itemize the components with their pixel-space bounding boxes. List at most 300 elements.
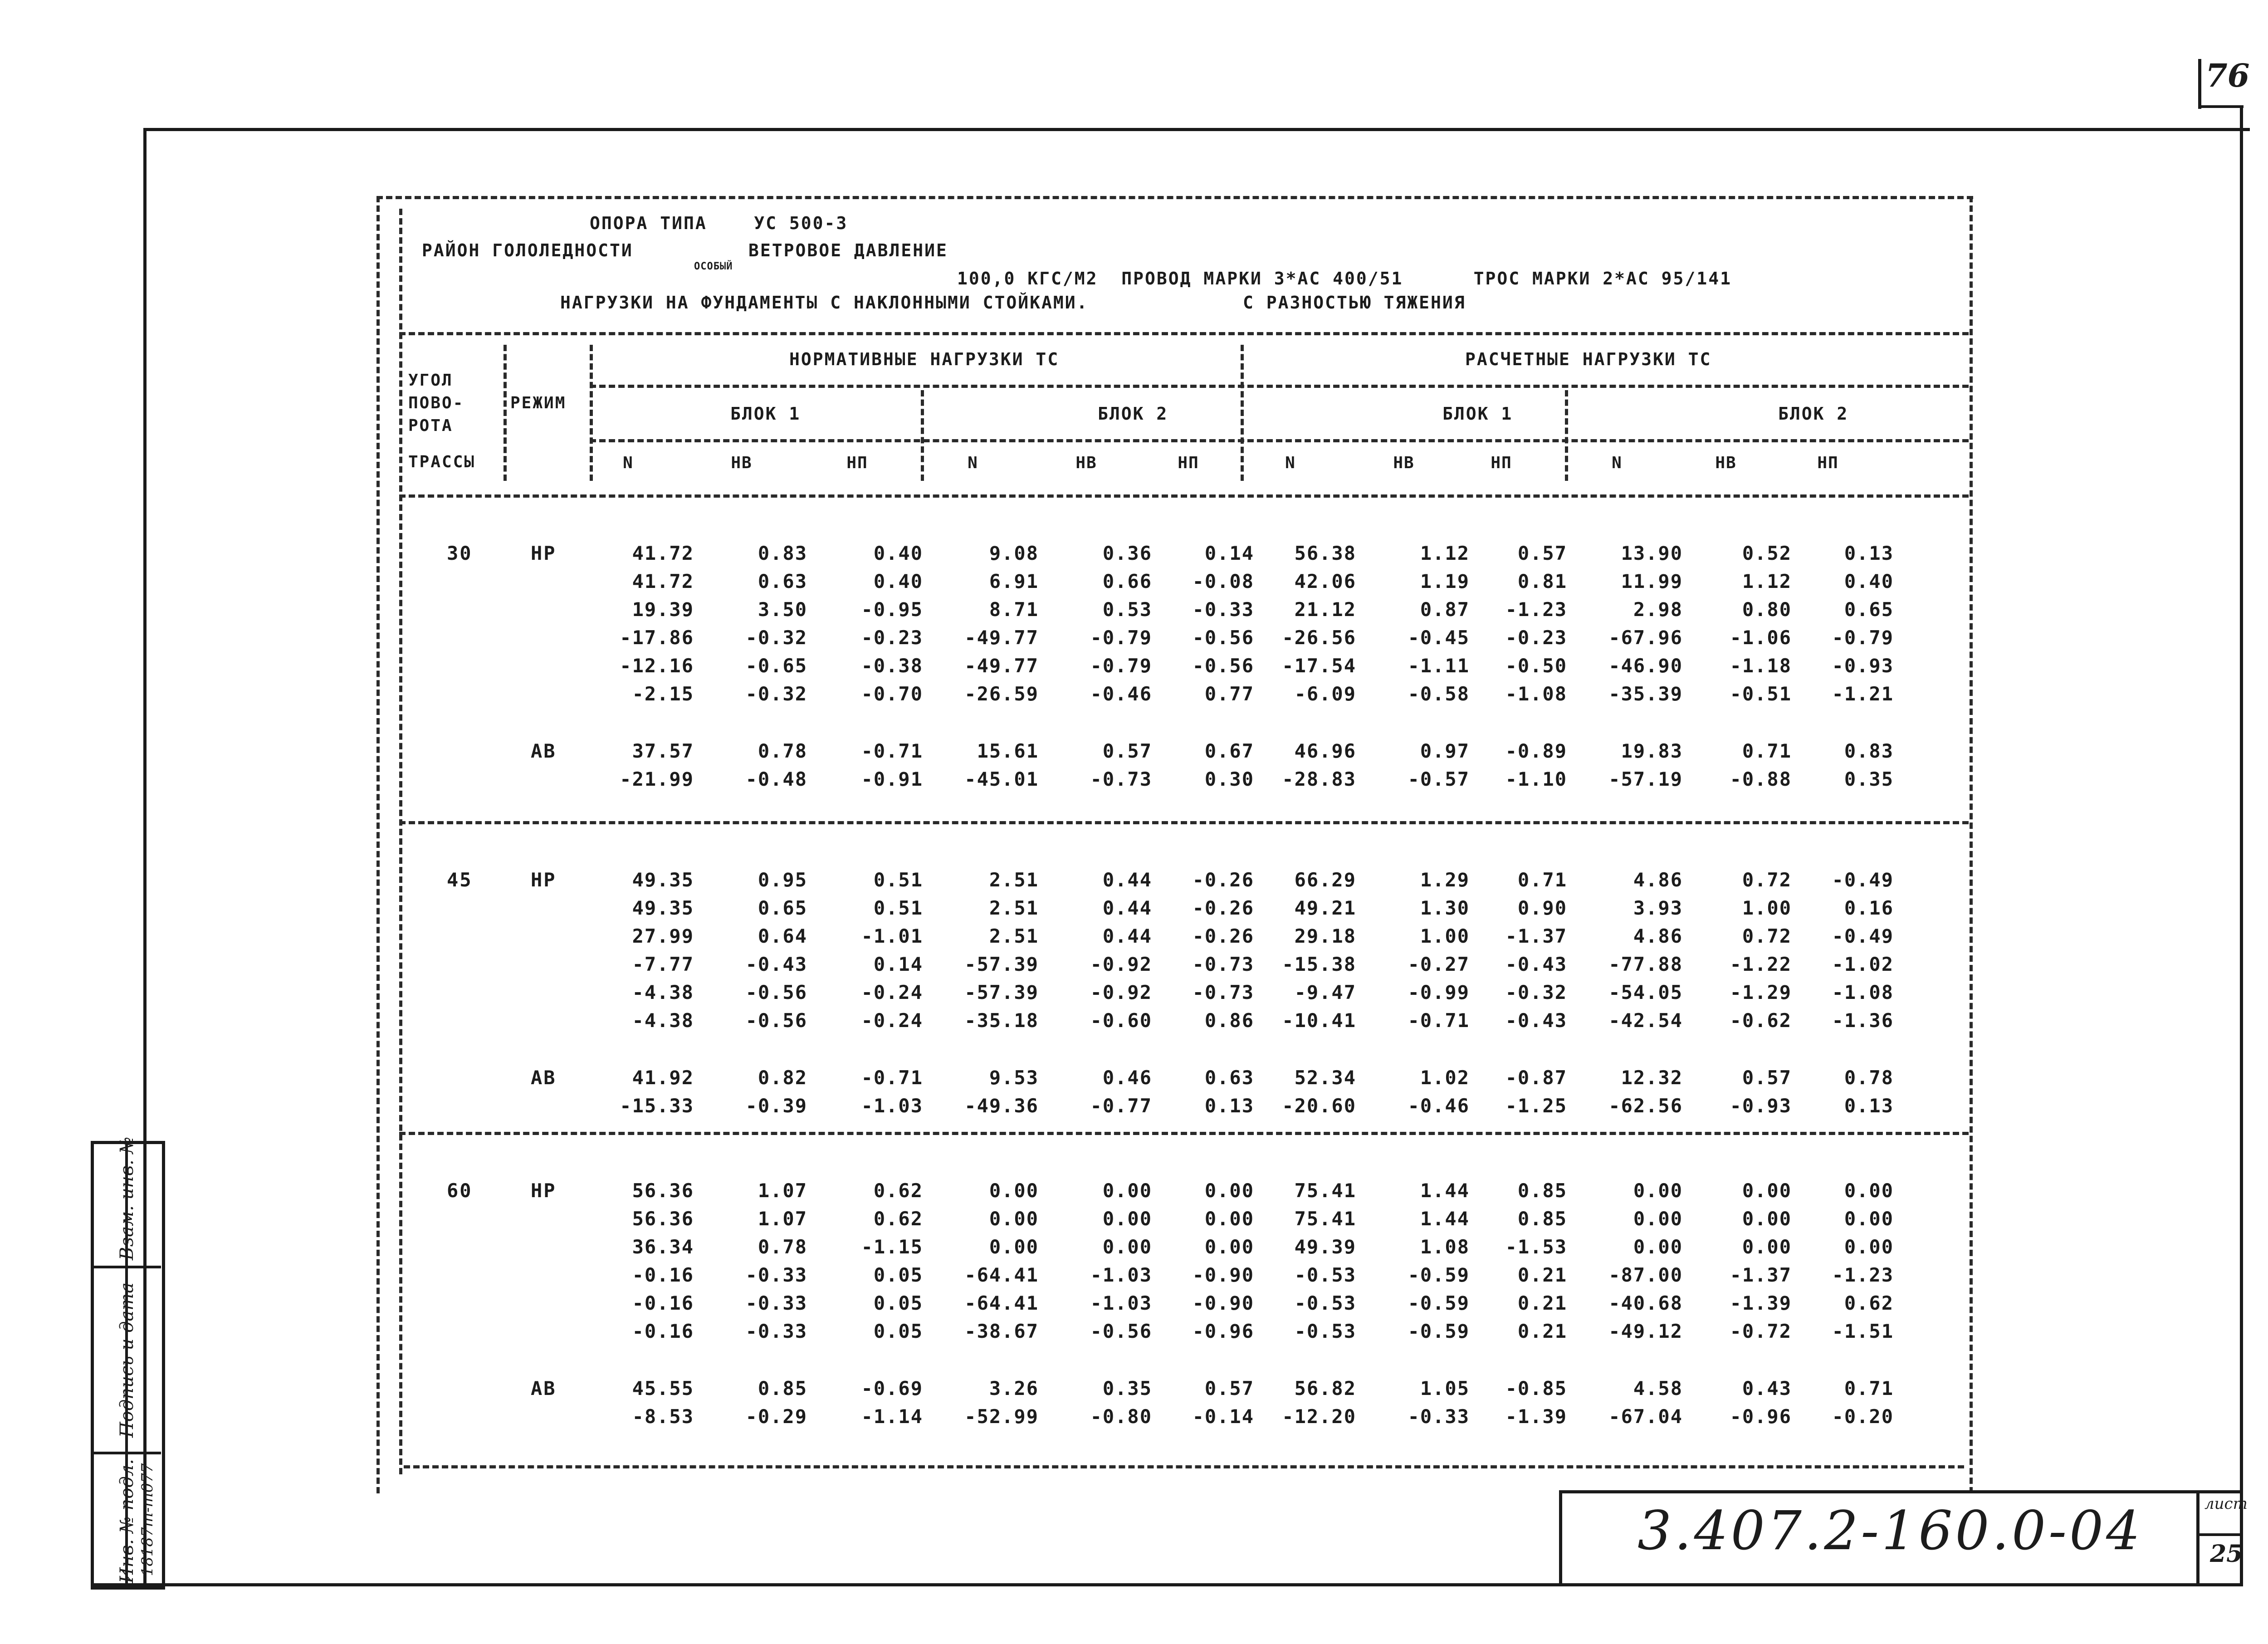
- load-value: 0.95: [758, 869, 807, 891]
- load-value: 19.39: [632, 598, 694, 621]
- load-value: -0.56: [745, 1009, 807, 1032]
- load-value: 8.71: [989, 598, 1039, 621]
- load-value: -15.33: [620, 1095, 694, 1117]
- table-header-mid1: [590, 385, 1969, 388]
- angle-value: 45: [447, 869, 473, 891]
- load-value: -35.39: [1608, 683, 1683, 705]
- load-value: 0.78: [758, 740, 807, 762]
- load-value: -0.73: [1192, 981, 1254, 1003]
- mode-value: АВ: [531, 740, 557, 762]
- load-value: 0.00: [1633, 1236, 1683, 1258]
- load-value: 36.34: [632, 1236, 694, 1258]
- load-value: 0.77: [1204, 683, 1254, 705]
- load-value: -0.65: [745, 655, 807, 677]
- load-value: -0.79: [1090, 655, 1152, 677]
- load-value: -15.38: [1282, 953, 1356, 975]
- header-line1: ОПОРА ТИПА УС 500-3: [590, 213, 848, 233]
- load-value: -0.33: [745, 1264, 807, 1286]
- load-value: 0.52: [1742, 542, 1792, 564]
- load-value: 2.51: [989, 925, 1039, 947]
- load-value: -0.24: [861, 981, 923, 1003]
- printout-right-border: [1970, 196, 1973, 1493]
- mode-value: НР: [531, 542, 557, 564]
- load-value: -0.58: [1408, 683, 1470, 705]
- load-value: 1.30: [1420, 897, 1470, 919]
- load-value: -10.41: [1282, 1009, 1356, 1032]
- load-value: 0.85: [1517, 1208, 1567, 1230]
- load-value: 0.14: [1204, 542, 1254, 564]
- load-value: 21.12: [1294, 598, 1356, 621]
- load-value: -0.23: [1505, 626, 1567, 649]
- load-value: 0.85: [1517, 1179, 1567, 1202]
- load-value: -1.39: [1730, 1292, 1792, 1314]
- load-value: 0.21: [1517, 1292, 1567, 1314]
- load-value: -0.48: [745, 768, 807, 790]
- load-value: -0.39: [745, 1095, 807, 1117]
- sub-column-header: НВ: [1075, 454, 1097, 472]
- load-value: -0.46: [1408, 1095, 1470, 1117]
- load-value: 0.35: [1844, 768, 1894, 790]
- design-block2: БЛОК 2: [1778, 404, 1849, 424]
- load-value: -7.77: [632, 953, 694, 975]
- load-value: 49.35: [632, 869, 694, 891]
- load-value: 15.61: [977, 740, 1039, 762]
- frame-top-line: [145, 128, 2250, 131]
- load-value: -26.59: [964, 683, 1039, 705]
- load-value: -64.41: [964, 1292, 1039, 1314]
- load-value: -0.79: [1832, 626, 1894, 649]
- load-value: 0.78: [758, 1236, 807, 1258]
- load-value: 42.06: [1294, 570, 1356, 592]
- mode-value: АВ: [531, 1067, 557, 1089]
- load-value: -2.15: [632, 683, 694, 705]
- load-value: 0.00: [1102, 1179, 1152, 1202]
- load-value: 13.90: [1621, 542, 1683, 564]
- load-value: -0.45: [1408, 626, 1470, 649]
- load-value: -0.60: [1090, 1009, 1152, 1032]
- frame-right-line: [2240, 105, 2243, 1586]
- load-value: -49.12: [1608, 1320, 1683, 1342]
- load-value: 56.82: [1294, 1377, 1356, 1399]
- load-value: -0.43: [745, 953, 807, 975]
- side-stamp-div1: [91, 1266, 161, 1268]
- load-value: 0.67: [1204, 740, 1254, 762]
- load-value: 0.63: [758, 570, 807, 592]
- header-line3: 100,0 КГС/М2 ПРОВОД МАРКИ 3*АС 400/51 ТРОС МАРКИ 2*АС 95/141: [957, 269, 1732, 289]
- load-value: -64.41: [964, 1264, 1039, 1286]
- load-value: 1.00: [1420, 925, 1470, 947]
- load-value: 1.44: [1420, 1179, 1470, 1202]
- sub-column-header: НП: [846, 454, 868, 472]
- load-value: -42.54: [1608, 1009, 1683, 1032]
- load-value: 0.21: [1517, 1320, 1567, 1342]
- load-value: 0.51: [873, 897, 923, 919]
- load-value: -1.22: [1730, 953, 1792, 975]
- page-number-rule: [2198, 59, 2201, 109]
- load-value: 0.00: [1633, 1208, 1683, 1230]
- table-header-sep-angle: [503, 345, 507, 481]
- load-value: 0.00: [989, 1179, 1039, 1202]
- load-value: -0.96: [1730, 1405, 1792, 1428]
- load-value: 0.00: [1742, 1208, 1792, 1230]
- load-value: 0.62: [873, 1208, 923, 1230]
- table-header-top: [399, 332, 1969, 335]
- printout-left-border: [376, 196, 380, 1493]
- load-value: -0.46: [1090, 683, 1152, 705]
- load-value: 1.29: [1420, 869, 1470, 891]
- side-stamp-field1: Инв. № подл.: [117, 1459, 137, 1583]
- load-value: -1.03: [1090, 1264, 1152, 1286]
- load-value: -0.38: [861, 655, 923, 677]
- load-value: -0.53: [1294, 1264, 1356, 1286]
- sub-column-header: N: [623, 454, 634, 472]
- load-value: -0.92: [1090, 981, 1152, 1003]
- load-value: 2.51: [989, 869, 1039, 891]
- load-value: -35.18: [964, 1009, 1039, 1032]
- load-value: 0.36: [1102, 542, 1152, 564]
- load-value: 45.55: [632, 1377, 694, 1399]
- printout-bottom-border: [404, 1465, 1964, 1468]
- load-value: -0.96: [1192, 1320, 1254, 1342]
- load-value: 0.00: [1204, 1179, 1254, 1202]
- load-value: -1.08: [1505, 683, 1567, 705]
- load-value: -0.56: [1192, 626, 1254, 649]
- col-angle-line2: ПОВО-: [408, 394, 464, 412]
- load-value: -21.99: [620, 768, 694, 790]
- load-value: -46.90: [1608, 655, 1683, 677]
- load-value: 0.57: [1204, 1377, 1254, 1399]
- load-value: 0.00: [1844, 1236, 1894, 1258]
- load-value: 0.43: [1742, 1377, 1792, 1399]
- load-value: -0.73: [1192, 953, 1254, 975]
- load-value: 4.86: [1633, 925, 1683, 947]
- load-value: -0.95: [861, 598, 923, 621]
- load-value: -1.21: [1832, 683, 1894, 705]
- sub-column-header: НП: [1178, 454, 1199, 472]
- load-value: 0.72: [1742, 925, 1792, 947]
- load-value: 0.65: [758, 897, 807, 919]
- load-value: -0.26: [1192, 897, 1254, 919]
- load-value: 0.71: [1742, 740, 1792, 762]
- load-value: -17.54: [1282, 655, 1356, 677]
- load-value: -0.62: [1730, 1009, 1792, 1032]
- load-value: -0.14: [1192, 1405, 1254, 1428]
- page-number: 76: [2205, 57, 2250, 94]
- load-value: -0.87: [1505, 1067, 1567, 1089]
- title-block-divider: [2196, 1490, 2200, 1585]
- load-value: 0.00: [1633, 1179, 1683, 1202]
- load-value: -0.29: [745, 1405, 807, 1428]
- load-value: 27.99: [632, 925, 694, 947]
- load-value: 1.08: [1420, 1236, 1470, 1258]
- load-value: -1.25: [1505, 1095, 1567, 1117]
- load-value: -12.20: [1282, 1405, 1356, 1428]
- load-value: -57.39: [964, 981, 1039, 1003]
- load-value: -0.91: [861, 768, 923, 790]
- load-value: -0.70: [861, 683, 923, 705]
- printout-inner-left-border: [399, 209, 402, 1474]
- load-value: 0.87: [1420, 598, 1470, 621]
- load-value: 0.44: [1102, 925, 1152, 947]
- load-value: -0.26: [1192, 925, 1254, 947]
- load-value: -1.23: [1505, 598, 1567, 621]
- load-value: 0.14: [873, 953, 923, 975]
- load-value: -0.43: [1505, 1009, 1567, 1032]
- load-value: -0.80: [1090, 1405, 1152, 1428]
- load-value: 0.40: [1844, 570, 1894, 592]
- load-value: 49.39: [1294, 1236, 1356, 1258]
- load-value: 41.92: [632, 1067, 694, 1089]
- load-value: -1.18: [1730, 655, 1792, 677]
- load-value: 0.83: [1844, 740, 1894, 762]
- sub-column-header: НП: [1817, 454, 1839, 472]
- load-value: -54.05: [1608, 981, 1683, 1003]
- load-value: 19.83: [1621, 740, 1683, 762]
- load-value: -17.86: [620, 626, 694, 649]
- load-value: -0.51: [1730, 683, 1792, 705]
- sub-column-header: N: [1612, 454, 1623, 472]
- load-value: 0.13: [1844, 1095, 1894, 1117]
- load-value: 4.58: [1633, 1377, 1683, 1399]
- load-value: -0.32: [745, 626, 807, 649]
- load-value: 49.35: [632, 897, 694, 919]
- load-value: -0.50: [1505, 655, 1567, 677]
- load-value: -45.01: [964, 768, 1039, 790]
- load-value: 3.26: [989, 1377, 1039, 1399]
- load-value: -0.33: [1408, 1405, 1470, 1428]
- load-value: -1.37: [1505, 925, 1567, 947]
- load-value: 0.05: [873, 1292, 923, 1314]
- load-value: 1.12: [1420, 542, 1470, 564]
- angle-value: 60: [447, 1179, 473, 1202]
- load-value: 0.00: [1204, 1236, 1254, 1258]
- mode-value: НР: [531, 1179, 557, 1202]
- load-value: 1.02: [1420, 1067, 1470, 1089]
- title-block-top: [1560, 1490, 2243, 1493]
- load-value: -0.73: [1090, 768, 1152, 790]
- load-value: -1.01: [861, 925, 923, 947]
- angle-value: 30: [447, 542, 473, 564]
- load-value: 0.00: [1102, 1236, 1152, 1258]
- load-value: 0.90: [1517, 897, 1567, 919]
- normative-block2: БЛОК 2: [1098, 404, 1168, 424]
- table-header-sep-norm-design: [1241, 345, 1244, 481]
- load-value: 0.57: [1742, 1067, 1792, 1089]
- load-value: 0.05: [873, 1320, 923, 1342]
- load-value: 46.96: [1294, 740, 1356, 762]
- load-value: 0.00: [1742, 1179, 1792, 1202]
- load-value: 0.72: [1742, 869, 1792, 891]
- load-value: 0.85: [758, 1377, 807, 1399]
- sub-column-header: НВ: [1715, 454, 1737, 472]
- title-block-sheet-divider: [2196, 1533, 2242, 1536]
- section-separator: [399, 821, 1969, 824]
- load-value: -0.77: [1090, 1095, 1152, 1117]
- load-value: -49.77: [964, 655, 1039, 677]
- load-value: 0.81: [1517, 570, 1567, 592]
- load-value: 0.35: [1102, 1377, 1152, 1399]
- table-header-mid2: [590, 439, 1969, 442]
- load-value: -87.00: [1608, 1264, 1683, 1286]
- load-value: -1.36: [1832, 1009, 1894, 1032]
- load-value: -0.69: [861, 1377, 923, 1399]
- load-value: 0.00: [1204, 1208, 1254, 1230]
- load-value: 11.99: [1621, 570, 1683, 592]
- load-value: 41.72: [632, 542, 694, 564]
- load-value: -6.09: [1294, 683, 1356, 705]
- document-code: 3.407.2-160.0-04: [1637, 1499, 2143, 1562]
- load-value: -1.29: [1730, 981, 1792, 1003]
- load-value: -0.53: [1294, 1320, 1356, 1342]
- load-value: 29.18: [1294, 925, 1356, 947]
- load-value: -1.03: [1090, 1292, 1152, 1314]
- load-value: 1.19: [1420, 570, 1470, 592]
- load-value: 9.53: [989, 1067, 1039, 1089]
- page-number-rule-bottom: [2198, 105, 2244, 108]
- col-mode: РЕЖИМ: [510, 394, 567, 412]
- load-value: 1.12: [1742, 570, 1792, 592]
- load-value: -20.60: [1282, 1095, 1356, 1117]
- load-value: -0.16: [632, 1292, 694, 1314]
- load-value: 56.38: [1294, 542, 1356, 564]
- load-value: -8.53: [632, 1405, 694, 1428]
- header-line2-a: РАЙОН ГОЛОЛЕДНОСТИ: [422, 240, 633, 260]
- load-value: -4.38: [632, 981, 694, 1003]
- load-value: 56.36: [632, 1208, 694, 1230]
- load-value: -12.16: [620, 655, 694, 677]
- load-value: -1.10: [1505, 768, 1567, 790]
- load-value: -0.20: [1832, 1405, 1894, 1428]
- col-angle-line1: УГОЛ: [408, 371, 453, 390]
- load-value: -0.16: [632, 1264, 694, 1286]
- load-value: -0.43: [1505, 953, 1567, 975]
- load-value: -77.88: [1608, 953, 1683, 975]
- load-value: -62.56: [1608, 1095, 1683, 1117]
- sub-column-header: НП: [1491, 454, 1512, 472]
- load-value: 0.40: [873, 570, 923, 592]
- load-value: 0.51: [873, 869, 923, 891]
- load-value: -0.71: [1408, 1009, 1470, 1032]
- load-value: 3.93: [1633, 897, 1683, 919]
- load-value: -0.79: [1090, 626, 1152, 649]
- table-header-sep-block-d: [1565, 390, 1568, 481]
- load-value: 0.62: [873, 1179, 923, 1202]
- load-value: 0.00: [989, 1236, 1039, 1258]
- load-value: -0.32: [1505, 981, 1567, 1003]
- load-value: -0.59: [1408, 1292, 1470, 1314]
- load-value: -1.11: [1408, 655, 1470, 677]
- load-value: -0.53: [1294, 1292, 1356, 1314]
- load-value: 0.05: [873, 1264, 923, 1286]
- load-value: 1.07: [758, 1179, 807, 1202]
- section-separator: [399, 1132, 1969, 1135]
- load-value: 0.44: [1102, 869, 1152, 891]
- load-value: 56.36: [632, 1179, 694, 1202]
- load-value: -0.93: [1730, 1095, 1792, 1117]
- load-value: 0.80: [1742, 598, 1792, 621]
- load-value: 0.82: [758, 1067, 807, 1089]
- mode-value: НР: [531, 869, 557, 891]
- load-value: 0.78: [1844, 1067, 1894, 1089]
- load-value: 0.62: [1844, 1292, 1894, 1314]
- load-value: 1.44: [1420, 1208, 1470, 1230]
- load-value: -1.02: [1832, 953, 1894, 975]
- load-value: -57.39: [964, 953, 1039, 975]
- load-value: 0.00: [1844, 1179, 1894, 1202]
- load-value: 75.41: [1294, 1179, 1356, 1202]
- load-value: -0.33: [745, 1292, 807, 1314]
- load-value: -26.56: [1282, 626, 1356, 649]
- load-value: 0.71: [1844, 1377, 1894, 1399]
- normative-block1: БЛОК 1: [730, 404, 801, 424]
- load-value: 12.32: [1621, 1067, 1683, 1089]
- title-block-left: [1559, 1490, 1562, 1585]
- load-value: -0.93: [1832, 655, 1894, 677]
- design-block1: БЛОК 1: [1442, 404, 1513, 424]
- printout-top-border: [376, 196, 1973, 199]
- load-value: 0.13: [1204, 1095, 1254, 1117]
- design-loads-title: РАСЧЕТНЫЕ НАГРУЗКИ ТС: [1465, 349, 1712, 369]
- load-value: -0.99: [1408, 981, 1470, 1003]
- load-value: -57.19: [1608, 768, 1683, 790]
- load-value: -49.77: [964, 626, 1039, 649]
- load-value: -0.88: [1730, 768, 1792, 790]
- sub-column-header: N: [968, 454, 978, 472]
- normative-loads-title: НОРМАТИВНЫЕ НАГРУЗКИ ТС: [789, 349, 1060, 369]
- load-value: -1.37: [1730, 1264, 1792, 1286]
- header-line2-b: ВЕТРОВОЕ ДАВЛЕНИЕ: [748, 240, 948, 260]
- load-value: -0.33: [1192, 598, 1254, 621]
- load-value: -1.08: [1832, 981, 1894, 1003]
- load-value: 75.41: [1294, 1208, 1356, 1230]
- load-value: -0.26: [1192, 869, 1254, 891]
- side-stamp-field3: Взам. инв. №: [117, 1136, 137, 1260]
- load-value: -52.99: [964, 1405, 1039, 1428]
- load-value: 0.53: [1102, 598, 1152, 621]
- load-value: -0.32: [745, 683, 807, 705]
- load-value: 49.21: [1294, 897, 1356, 919]
- table-header-sep-block-n: [921, 390, 924, 481]
- load-value: 0.64: [758, 925, 807, 947]
- sheet-label: лист: [2204, 1495, 2248, 1513]
- load-value: 1.07: [758, 1208, 807, 1230]
- load-value: 0.21: [1517, 1264, 1567, 1286]
- load-value: 1.05: [1420, 1377, 1470, 1399]
- load-value: 41.72: [632, 570, 694, 592]
- load-value: 0.00: [1742, 1236, 1792, 1258]
- load-value: 0.00: [1844, 1208, 1894, 1230]
- load-value: -1.06: [1730, 626, 1792, 649]
- load-value: -0.72: [1730, 1320, 1792, 1342]
- load-value: -0.90: [1192, 1264, 1254, 1286]
- load-value: 0.57: [1102, 740, 1152, 762]
- load-value: 3.50: [758, 598, 807, 621]
- load-value: 6.91: [989, 570, 1039, 592]
- load-value: 52.34: [1294, 1067, 1356, 1089]
- load-value: 0.63: [1204, 1067, 1254, 1089]
- load-value: -1.51: [1832, 1320, 1894, 1342]
- side-stamp-field2: Подпись и дата: [117, 1282, 137, 1438]
- load-value: -40.68: [1608, 1292, 1683, 1314]
- load-value: -0.56: [1192, 655, 1254, 677]
- load-value: 0.97: [1420, 740, 1470, 762]
- header-line4-b: С РАЗНОСТЬЮ ТЯЖЕНИЯ: [1243, 293, 1466, 313]
- load-value: -4.38: [632, 1009, 694, 1032]
- load-value: -1.03: [861, 1095, 923, 1117]
- sheet-number: 25: [2210, 1540, 2243, 1568]
- load-value: -0.85: [1505, 1377, 1567, 1399]
- load-value: 0.57: [1517, 542, 1567, 564]
